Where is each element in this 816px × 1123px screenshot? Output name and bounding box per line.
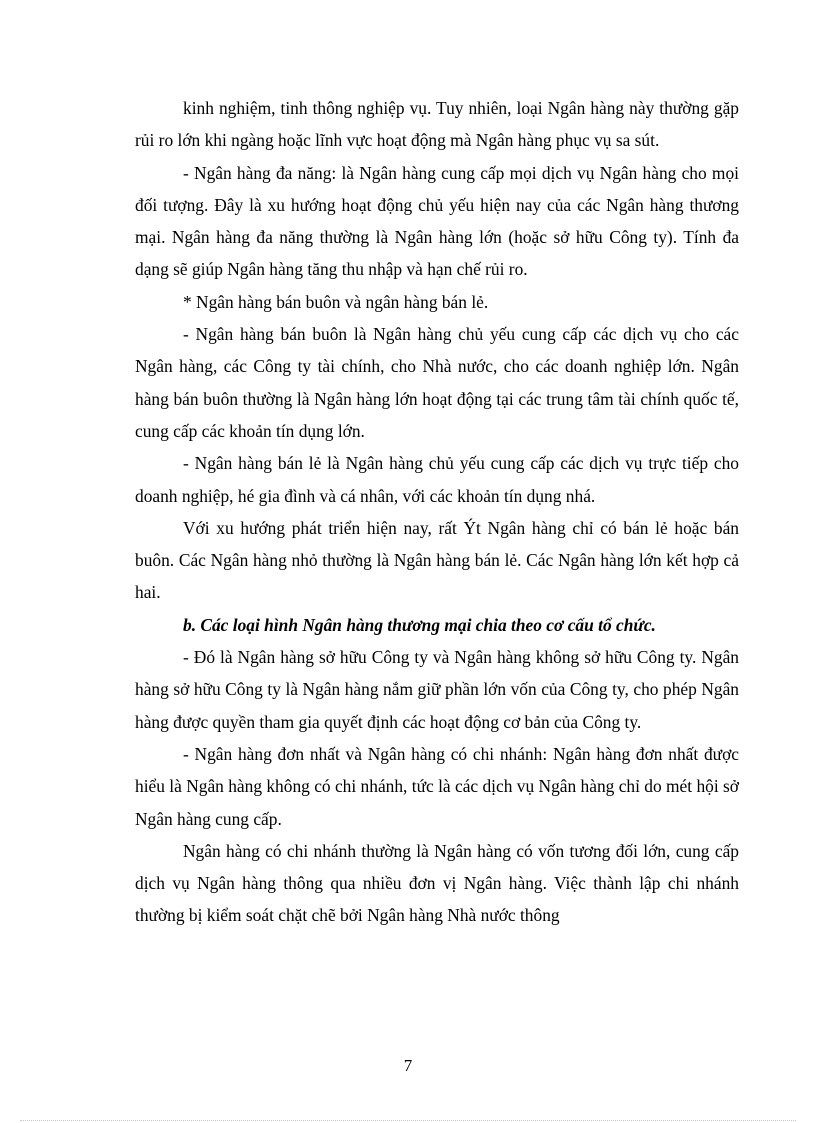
paragraph-branch-bank: Ngân hàng có chi nhánh thường là Ngân hàng có vốn tương đối lớn, cung cấp dịch vụ Ngân hàng thông qua nhiều đơn vị Ngân hàng. Việc thành lập chi nhánh thường bị kiểm soát chặt chẽ bởi Ngân hàng Nhà nước thông	[135, 840, 739, 926]
paragraph-retail-bank: - Ngân hàng bán lẻ là Ngân hàng chủ yếu cung cấp các dịch vụ trực tiếp cho doanh nghiệp, hé gia đình và cá nhân, với các khoản tín dụng nhá.	[135, 453, 739, 506]
page-number: 7	[403, 1056, 413, 1075]
paragraph-continuation: kinh nghiệm, tinh thông nghiệp vụ. Tuy nhiên, loại Ngân hàng này thường gặp rủi ro lớn khi ngàng hoặc lĩnh vực hoạt động mà Ngân hàng phục vụ sa sút.	[135, 98, 739, 151]
paragraph-trend: Với xu hướng phát triển hiện nay, rất Ýt Ngân hàng chỉ có bán lẻ hoặc bán buôn. Các Ngân hàng nhỏ thường là Ngân hàng bán lẻ. Các Ngân hàng lớn kết hợp cả hai.	[135, 517, 739, 603]
paragraph-wholesale-retail-heading: * Ngân hàng bán buôn và ngân hàng bán lẻ.	[183, 291, 489, 312]
paragraph-holding-company: - Đó là Ngân hàng sở hữu Công ty và Ngân hàng không sở hữu Công ty. Ngân hàng sở hữu Công ty là Ngân hàng nắm giữ phần lớn vốn của Công ty, cho phép Ngân hàng được quyền tham gia quyết định các hoạt động cơ bản của Công ty.	[135, 647, 739, 732]
paragraph-universal-bank: - Ngân hàng đa năng: là Ngân hàng cung cấp mọi dịch vụ Ngân hàng cho mọi đối tượng. Đây là xu hướng hoạt động chủ yếu hiện nay của các Ngân hàng thương mại. Ngân hàng đa năng thường là Ngân hàng lớn (hoặc sở hữu Công ty). Tính đa dạng sẽ giúp Ngân hàng tăng thu nhập và hạn chế rủi ro.	[135, 162, 739, 280]
paragraph-unit-bank: - Ngân hàng đơn nhất và Ngân hàng có chi nhánh: Ngân hàng đơn nhất được hiểu là Ngân hàng không có chi nhánh, tức là các dịch vụ Ngân hàng chỉ do mét hội sở Ngân hàng cung cấp.	[135, 743, 739, 829]
paragraph-wholesale-bank: - Ngân hàng bán buôn là Ngân hàng chủ yếu cung cấp các dịch vụ cho các Ngân hàng, các Công ty tài chính, cho Nhà nước, cho các doanh nghiệp lớn. Ngân hàng bán buôn thường là Ngân hàng lớn hoạt động tại các trung tâm tài chính quốc tế, cung cấp các khoản tín dụng lớn.	[135, 324, 739, 441]
page-body	[135, 92, 739, 932]
footer-divider	[20, 1120, 796, 1121]
section-heading: b. Các loại hình Ngân hàng thương mại chia theo cơ cấu tổ chức.	[183, 614, 656, 635]
